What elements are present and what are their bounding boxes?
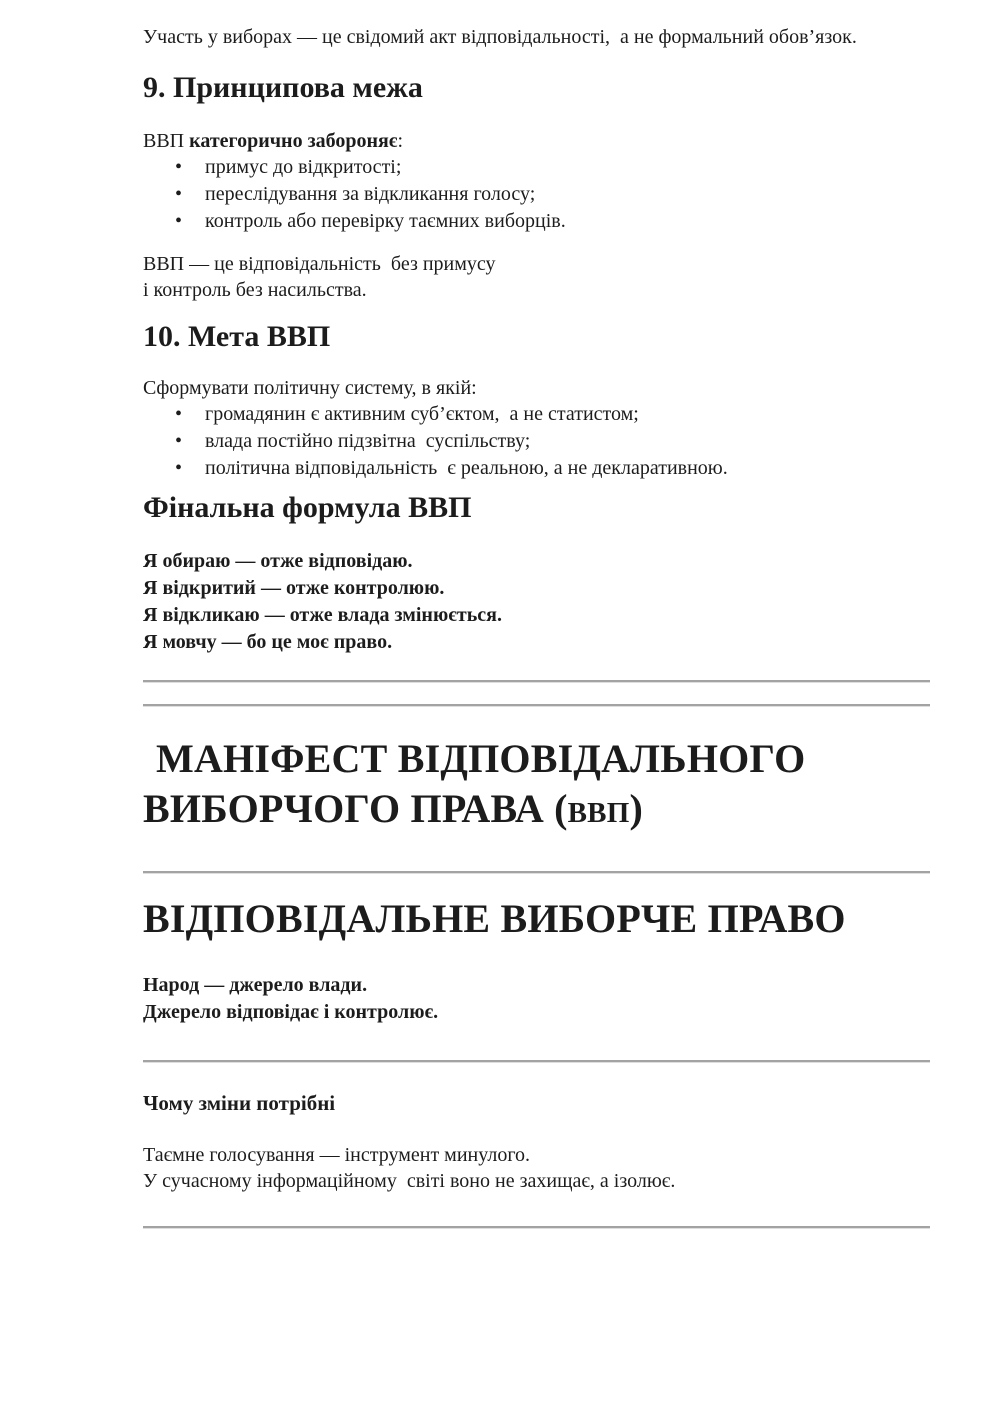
list-item: • влада постійно підзвітна суспільству;	[205, 428, 930, 455]
rvp-statement-line1: Народ — джерело влади.	[143, 974, 368, 996]
formula-line1: Я обираю — отже відповідаю.	[143, 550, 413, 572]
horizontal-rule	[143, 680, 930, 682]
list-item: • політична відповідальність є реальною, а не декларативною.	[205, 455, 930, 482]
formula-line4: Я мовчу — бо це моє право.	[143, 631, 393, 653]
list-item: • переслідування за відкликання голосу;	[205, 181, 930, 208]
why-line1: Таємне голосування — інструмент минулого.	[143, 1144, 531, 1166]
manifest-title-line1: МАНІФЕСТ ВІДПОВІДАЛЬНОГО	[156, 736, 806, 781]
manifest-title-abbreviation: ВВП	[567, 797, 630, 829]
section-9-note-line2: і контроль без насильства.	[143, 279, 367, 301]
formula-line3: Я відкликаю — отже влада змінюється.	[143, 604, 502, 626]
formula-heading: Фінальна формула ВВП	[143, 491, 472, 524]
rvp-title: ВІДПОВІДАЛЬНЕ ВИБОРЧЕ ПРАВО	[143, 896, 846, 941]
formula-line2: Я відкритий — отже контролюю.	[143, 577, 445, 599]
section-9-lead-suffix: :	[397, 130, 404, 152]
horizontal-rule	[143, 1226, 930, 1228]
section-9-lead-bold: категорично забороняє	[189, 130, 398, 152]
why-paragraph	[143, 1142, 930, 1194]
manifest-title	[143, 734, 930, 838]
section-9-note-line1: ВВП — це відповідальність без примусу	[143, 253, 496, 275]
section-10-heading: 10. Мета ВВП	[143, 320, 331, 353]
list-item: • громадянин є активним суб’єктом, а не статистом;	[205, 401, 930, 428]
section-10-bullet-list	[143, 401, 930, 482]
why-line2: У сучасному інформаційному світі воно не захищає, а ізолює.	[143, 1170, 676, 1192]
section-9-lead	[143, 128, 930, 154]
manifest-title-line2-suffix: )	[629, 786, 644, 831]
horizontal-rule	[143, 704, 930, 706]
manifest-title-line2-prefix: ВИБОРЧОГО ПРАВА (	[143, 786, 568, 831]
section-9-bullet-list	[143, 154, 930, 235]
formula-lines	[143, 548, 930, 656]
section-9-lead-prefix: ВВП	[143, 130, 190, 152]
rvp-statement-line2: Джерело відповідає і контролює.	[143, 1001, 439, 1023]
intro-paragraph: Участь у виборах — це свідомий акт відповідальності, а не формальний обов’язок.	[143, 26, 857, 48]
section-10-lead: Сформувати політичну систему, в якій:	[143, 377, 477, 399]
list-item: • контроль або перевірку таємних виборців.	[205, 208, 930, 235]
manifest-title-line2	[143, 784, 930, 838]
rvp-statement	[143, 972, 930, 1026]
horizontal-rule	[143, 871, 930, 873]
why-heading: Чому зміни потрібні	[143, 1091, 336, 1115]
section-9-note	[143, 251, 930, 303]
horizontal-rule	[143, 1060, 930, 1062]
section-9-heading: 9. Принципова межа	[143, 71, 423, 104]
list-item: • примус до відкритості;	[205, 154, 930, 181]
